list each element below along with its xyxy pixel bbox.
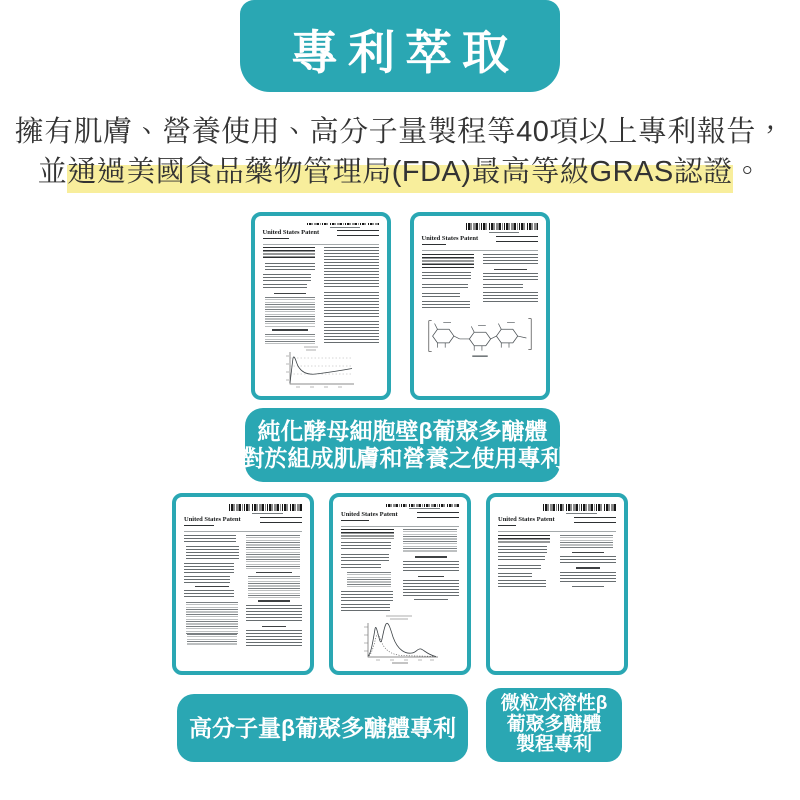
- intro-line-1: 擁有肌膚、營養使用、高分子量製程等40項以上專利報告，: [14, 116, 786, 148]
- patent-title: United States Patent: [341, 511, 398, 519]
- right-column: [483, 254, 538, 312]
- caption-line: 純化酵母細胞壁β葡聚多醣體: [257, 417, 548, 444]
- barcode-number: [252, 513, 283, 515]
- intro-line-2-highlight: 通過美國食品藥物管理局(FDA)最高等級GRAS認證: [67, 156, 733, 193]
- barcode-icon: [543, 504, 616, 511]
- patent-title: United States Patent: [184, 516, 241, 523]
- bottom-patent-row: [0, 493, 800, 675]
- section-heading: [256, 572, 292, 574]
- section-heading: [274, 293, 306, 295]
- intro-line-2: [0, 152, 800, 192]
- right-column: [403, 529, 459, 615]
- patent-header: [184, 516, 302, 528]
- section-heading: [262, 626, 287, 628]
- page-title: 專利萃取: [291, 25, 519, 79]
- barcode-icon: [229, 504, 302, 511]
- patent-body: [184, 535, 302, 666]
- caption-line: 微粒水溶性β: [500, 693, 608, 715]
- patent-number-block: [260, 516, 302, 525]
- patent-header: [263, 229, 379, 241]
- section-heading: [272, 329, 308, 331]
- inventor-line: [422, 244, 446, 247]
- barcode-number: [566, 513, 597, 515]
- caption-line: 製程專利: [515, 734, 592, 756]
- blank-area: [498, 590, 616, 666]
- patent-document-1: [251, 212, 391, 400]
- patent-title: United States Patent: [262, 229, 320, 237]
- inventor-line: [263, 238, 289, 241]
- patent-header: [498, 516, 616, 528]
- barcode-icon: [466, 223, 538, 230]
- patent-body: [341, 529, 459, 615]
- section-heading: [195, 586, 230, 588]
- caption-microparticle-process-patent: [486, 688, 622, 762]
- barcode-number: [489, 232, 519, 234]
- left-column: [263, 247, 318, 346]
- patent-document-3: [172, 493, 314, 675]
- blank-area: [422, 362, 538, 391]
- left-column: [341, 529, 397, 615]
- patent-title: United States Patent: [421, 235, 479, 242]
- patent-number-block: [337, 229, 379, 238]
- caption-line: 高分子量β葡聚多醣體專利: [188, 715, 457, 741]
- section-heading: [258, 600, 290, 602]
- patent-header: [341, 511, 459, 523]
- intro-text: [0, 112, 800, 192]
- caption-purified-yeast-patent: [241, 408, 564, 482]
- intro-line-2-suffix: 。: [732, 156, 763, 188]
- right-column: [324, 247, 379, 346]
- left-column: [184, 535, 240, 666]
- barcode-icon: [307, 223, 379, 225]
- caption-line: 對於組成肌膚和營養之使用專利: [241, 445, 564, 471]
- top-patent-row: [0, 212, 800, 400]
- beta-glucan-structure-diagram: [422, 314, 538, 362]
- inventor-line: [498, 525, 516, 528]
- header-banner: [240, 0, 560, 92]
- molecular-weight-chart: [341, 615, 459, 665]
- patent-title: United States Patent: [498, 516, 555, 523]
- caption-high-molecular-weight-patent: [177, 694, 468, 762]
- patent-line-chart: [263, 346, 379, 390]
- intro-line-2-prefix: 並: [37, 156, 68, 188]
- barcode-icon: [386, 504, 459, 507]
- barcode-number: [409, 508, 440, 509]
- divider: [422, 250, 538, 251]
- patent-body: [498, 535, 616, 590]
- patent-number-block: [496, 235, 538, 244]
- section-heading: [572, 552, 604, 554]
- right-column: [560, 535, 616, 590]
- patent-document-2: [410, 212, 550, 400]
- divider: [184, 531, 302, 532]
- right-column: [246, 535, 302, 666]
- left-column: [422, 254, 477, 312]
- section-heading: [576, 567, 601, 569]
- caption-line: 葡聚多醣體: [506, 713, 602, 735]
- section-heading: [415, 556, 446, 558]
- inventor-line: [341, 520, 369, 523]
- left-column: [498, 535, 554, 590]
- section-heading: [494, 269, 527, 271]
- patent-document-5: [486, 493, 628, 675]
- patent-document-4: [329, 493, 471, 675]
- patent-number-block: [574, 516, 616, 525]
- section-heading: [418, 576, 445, 578]
- patent-body: [263, 247, 379, 346]
- patent-header: [422, 235, 538, 247]
- divider: [498, 531, 616, 532]
- patent-body: [422, 254, 538, 312]
- patent-number-block: [417, 511, 459, 520]
- inventor-line: [184, 525, 214, 528]
